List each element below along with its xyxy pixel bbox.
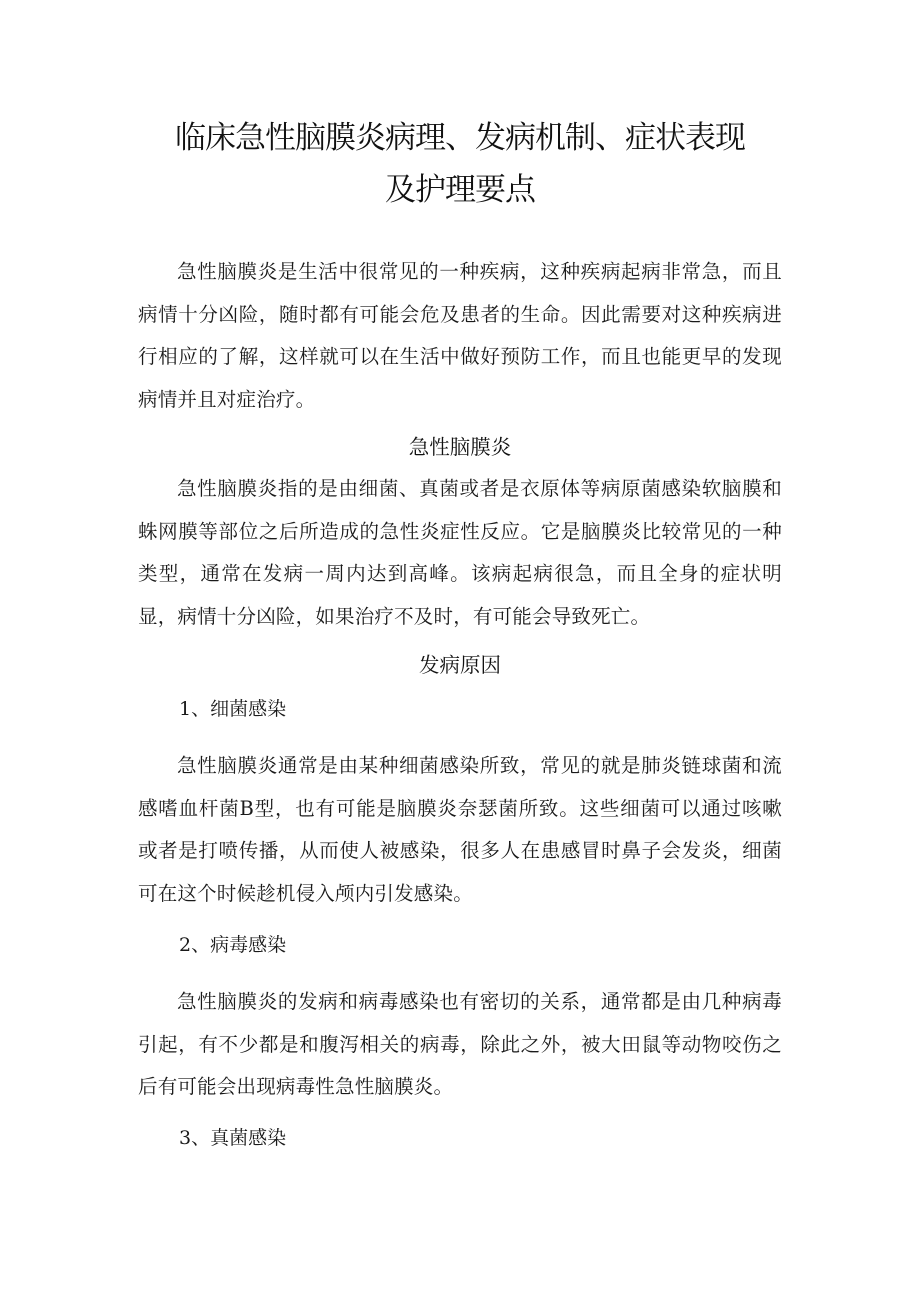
section-heading-causes: 发病原因 xyxy=(419,653,501,677)
viral-paragraph: 急性脑膜炎的发病和病毒感染也有密切的关系，通常都是由几种病毒引起，有不少都是和腹泻相关的病毒，除此之外，被大田鼠等动物咬伤之后有可能会出现病毒性急性脑膜炎。 xyxy=(138,990,782,1098)
cause-item-fungal: 3、真菌感染 xyxy=(179,1126,287,1149)
bacterial-paragraph: 急性脑膜炎通常是由某种细菌感染所致，常见的就是肺炎链球菌和流感嗜血杆菌B型，也有可能是脑膜炎奈瑟菌所致。这些细菌可以通过咳嗽或者是打喷传播，从而使人被感染，很多人在患感冒时鼻子会发炎，细菌可在这个时候趁机侵入颅内引发感染。 xyxy=(138,754,782,905)
document-title xyxy=(138,0,782,216)
cause-item-bacterial: 1、细菌感染 xyxy=(179,698,287,720)
definition-paragraph: 急性脑膜炎指的是由细菌、真菌或者是衣原体等病原菌感染软脑膜和蛛网膜等部位之后所造成的急性炎症性反应。它是脑膜炎比较常见的一种类型，通常在发病一周内达到高峰。该病起病很急，而且全身的症状明显，病情十分凶险，如果治疗不及时，有可能会导致死亡。 xyxy=(138,477,782,628)
cause-item-viral: 2、病毒感染 xyxy=(179,934,287,956)
document-title-line-2: 及护理要点 xyxy=(385,172,535,208)
intro-paragraph: 急性脑膜炎是生活中很常见的一种疾病，这种疾病起病非常急，而且病情十分凶险，随时都有可能会危及患者的生命。因此需要对这种疾病进行相应的了解，这样就可以在生活中做好预防工作，而且也能更早的发现病情并且对症治疗。 xyxy=(138,260,782,411)
section-heading-acute-meningitis: 急性脑膜炎 xyxy=(408,435,512,459)
document-title-line-1: 临床急性脑膜炎病理、发病机制、症状表现 xyxy=(175,120,745,156)
